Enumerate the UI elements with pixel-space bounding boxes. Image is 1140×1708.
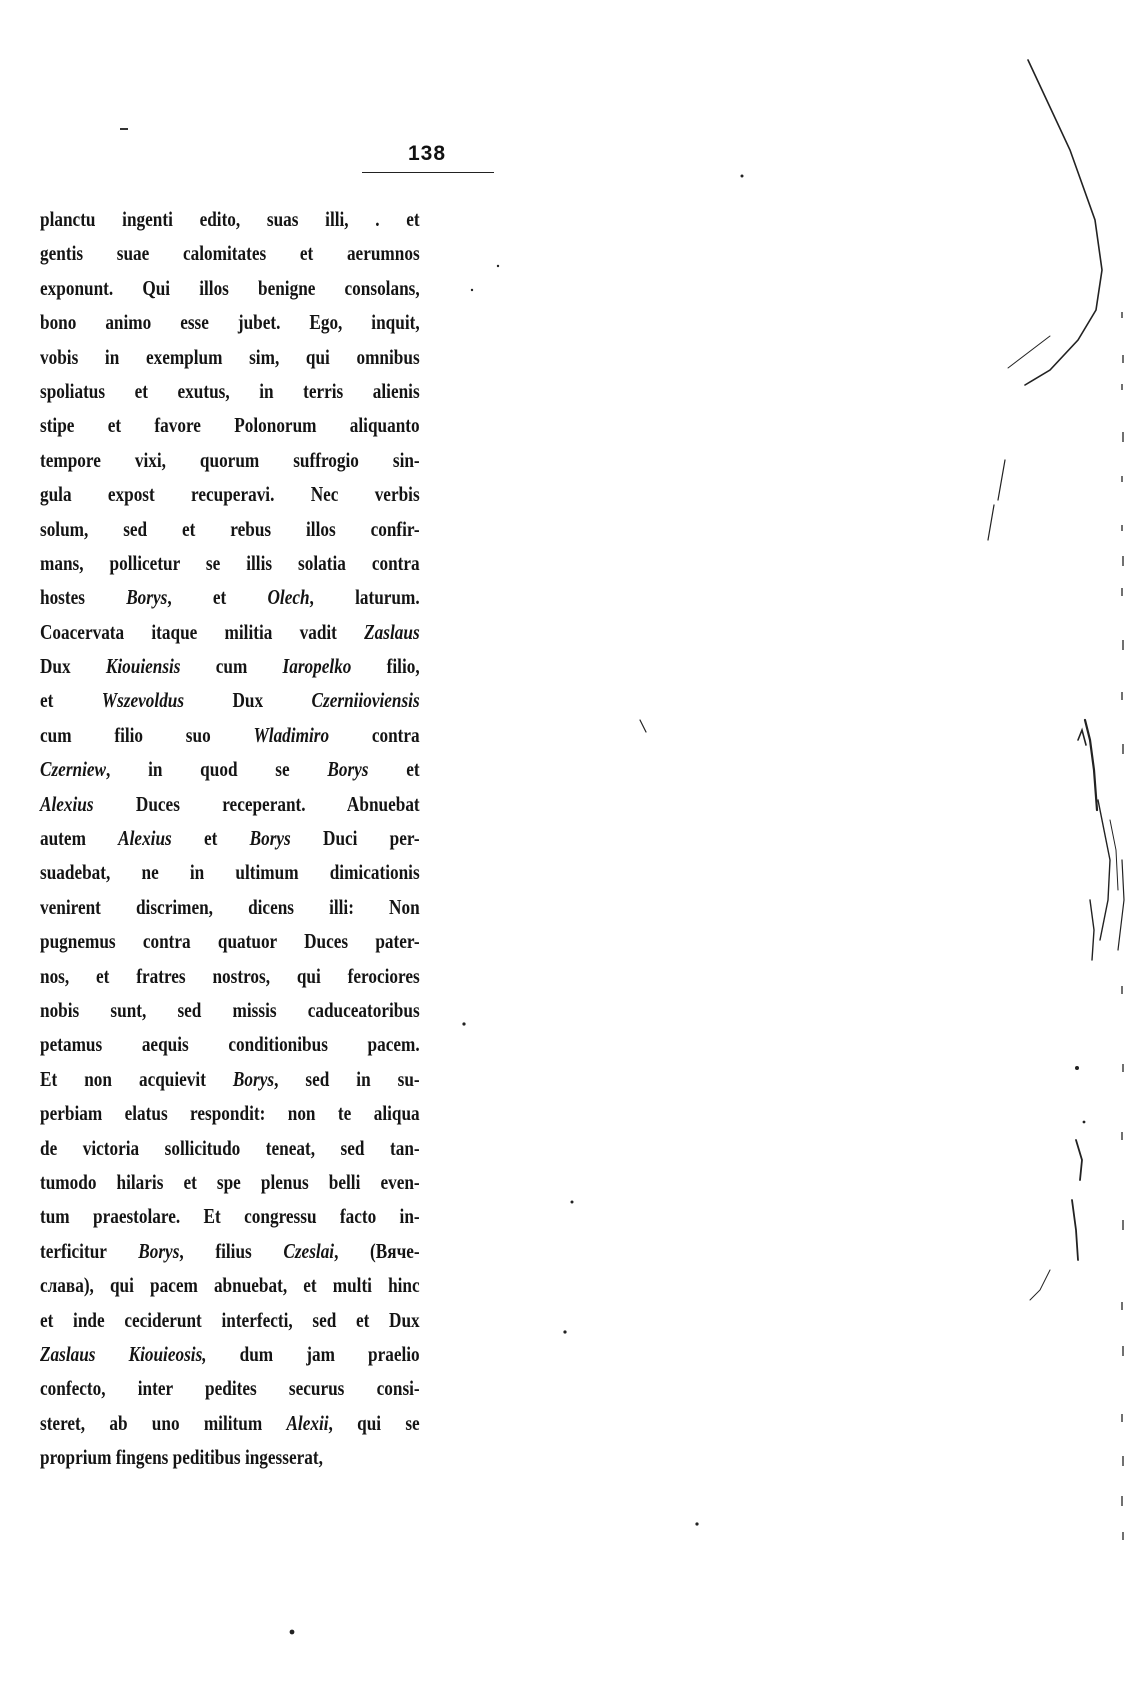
- text-run: proprium fingens peditibus ingesserat,: [40, 1445, 323, 1470]
- text-run: , qui se: [328, 1410, 420, 1435]
- text-run: et: [368, 757, 420, 782]
- italic-name: Iaropelko: [282, 654, 352, 679]
- text-run: gula expost recuperavi. Nec verbis: [40, 482, 420, 507]
- text-run: suadebat, ne in ultimum dimicationis: [40, 860, 420, 885]
- italic-name: Borys: [327, 757, 369, 782]
- text-run: perbiam elatus respondit: non te aliqua: [40, 1101, 420, 1126]
- text-run: vobis in exemplum sim, qui omnibus: [40, 344, 420, 369]
- bleed-through-curve: [1025, 60, 1102, 385]
- text-run: Dux: [184, 688, 312, 713]
- text-run: , in quod se: [106, 757, 328, 782]
- italic-name: Czerniew: [40, 757, 107, 782]
- text-run: terficitur: [40, 1238, 139, 1263]
- text-run: confecto, inter pedites securus consi-: [40, 1376, 420, 1401]
- text-run: contra: [329, 722, 420, 747]
- text-run: nos, et fratres nostros, qui ferociores: [40, 963, 420, 988]
- italic-name: Alexii: [286, 1410, 329, 1435]
- text-run: слава), qui pacem abnuebat, et multi hinc: [40, 1273, 420, 1298]
- italic-name: Alexius: [40, 791, 94, 816]
- italic-name: Czeslai: [283, 1238, 335, 1263]
- text-run: Duci per-: [290, 826, 420, 851]
- text-run: , (Вяче-: [334, 1238, 420, 1263]
- text-run: autem: [40, 826, 119, 851]
- text-run: Coacervata itaque militia vadit: [40, 619, 365, 644]
- text-run: filio,: [351, 654, 420, 679]
- italic-name: Olech: [267, 585, 310, 610]
- text-run: gentis suae calomitates et aerumnos: [40, 241, 420, 266]
- text-run: Dux: [40, 654, 106, 679]
- text-run: hostes: [40, 585, 127, 610]
- page-number: 138: [407, 142, 447, 165]
- text-run: mans, pollicetur se illis solatia contra: [40, 550, 420, 575]
- italic-name: Borys: [138, 1238, 180, 1263]
- text-run: tumodo hilaris et spe plenus belli even-: [40, 1169, 420, 1194]
- text-run: stipe et favore Polonorum aliquanto: [40, 413, 420, 438]
- italic-name: Borys: [232, 1066, 275, 1091]
- text-run: pugnemus contra quatuor Duces pater-: [40, 929, 420, 954]
- specks: [290, 175, 1086, 1635]
- italic-name: Borys: [126, 585, 168, 610]
- italic-name: Czerniioviensis: [311, 688, 420, 713]
- text-run: Et non acquievit: [40, 1066, 233, 1091]
- text-run: et: [40, 688, 102, 713]
- italic-name: Zaslaus: [364, 619, 420, 644]
- text-run: tempore vixi, quorum suffrogio sin-: [40, 447, 420, 472]
- text-run: nobis sunt, sed missis caduceatoribus: [40, 997, 420, 1022]
- text-run: , laturum.: [309, 585, 420, 610]
- italic-name: Kiouiensis: [105, 654, 181, 679]
- edge-dots: [1122, 312, 1123, 1540]
- text-run: Duces receperant. Abnuebat: [93, 791, 420, 816]
- text-run: , et: [167, 585, 268, 610]
- text-run: spoliatus et exutus, in terris alienis: [40, 378, 420, 403]
- text-run: tum praestolare. Et congressu facto in-: [40, 1204, 420, 1229]
- text-run: planctu ingenti edito, suas illi, . et: [40, 207, 420, 231]
- italic-name: Wszevoldus: [101, 688, 185, 713]
- italic-name: Alexius: [118, 826, 172, 851]
- text-run: petamus aequis conditionibus pacem.: [40, 1032, 420, 1057]
- text-run: cum filio suo: [40, 722, 254, 747]
- text-run: de victoria sollicitudo teneat, sed tan-: [40, 1135, 420, 1160]
- text-run: et inde ceciderunt interfecti, sed et Dux: [40, 1307, 420, 1332]
- text-run: dum jam praelio: [206, 1341, 420, 1366]
- text-run: cum: [180, 654, 283, 679]
- text-run: , filius: [179, 1238, 284, 1263]
- italic-name: Zaslaus Kiouieosis,: [40, 1341, 207, 1366]
- italic-name: Borys: [249, 826, 291, 851]
- text-run: exponunt. Qui illos benigne consolans,: [40, 275, 420, 300]
- text-run: bono animo esse jubet. Ego, inquit,: [40, 310, 420, 335]
- text-run: venirent discrimen, dicens illi: Non: [40, 894, 420, 919]
- text-run: solum, sed et rebus illos confir-: [40, 516, 420, 541]
- text-run: et: [171, 826, 250, 851]
- text-run: steret, ab uno militum: [40, 1410, 287, 1435]
- text-run: , sed in su-: [274, 1066, 420, 1091]
- italic-name: Wladimiro: [253, 722, 330, 747]
